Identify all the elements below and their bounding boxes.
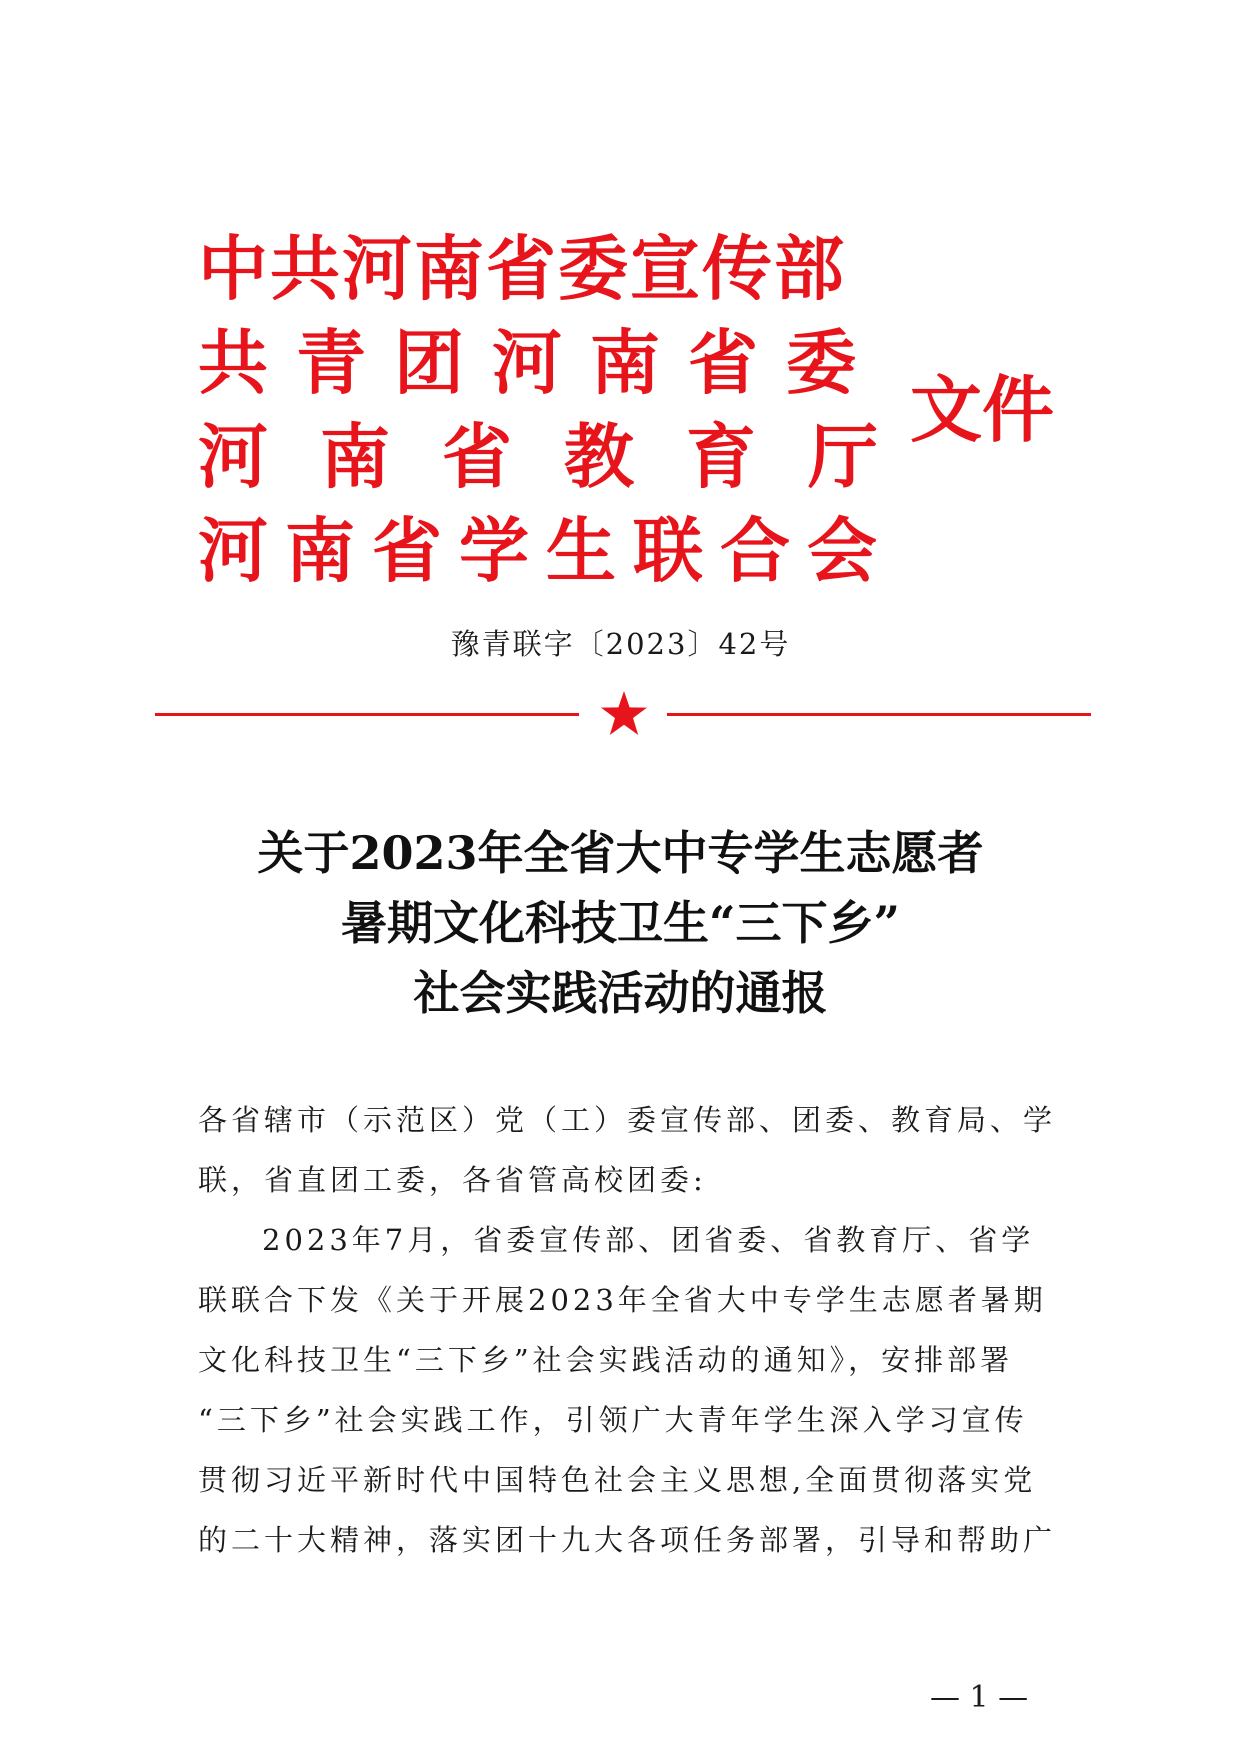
title-line: 关于2023年全省大中专学生志愿者	[257, 826, 984, 880]
separator-line-right	[667, 713, 1091, 716]
body-line: 的二十大精神，落实团十九大各项任务部署，引导和帮助广	[198, 1523, 1057, 1557]
body-line: 2023年7月，省委宣传部、团省委、省教育厅、省学	[262, 1223, 1035, 1257]
document-number: 豫青联字〔2023〕42号	[450, 627, 791, 661]
separator-line-left	[155, 713, 579, 716]
body-line: 各省辖市（示范区）党（工）委宣传部、团委、教育局、学	[198, 1103, 1057, 1137]
title-line: 暑期文化科技卫生“三下乡”	[341, 896, 900, 950]
body-line: “三下乡”社会实践工作，引领广大青年学生深入学习宣传	[198, 1403, 1028, 1437]
document-title	[0, 818, 1241, 1028]
file-label: 文件	[910, 368, 1055, 452]
issuer-block	[198, 222, 930, 598]
body-line: 文化科技卫生“三下乡”社会实践活动的通知》，安排部署	[198, 1343, 1014, 1377]
issuer-line: 河南省教育厅	[198, 416, 930, 498]
issuer-line: 共青团河南省委	[198, 322, 884, 404]
document-body	[198, 1090, 1057, 1570]
body-line: 联联合下发《关于开展2023年全省大中专学生志愿者暑期	[198, 1283, 1047, 1317]
red-star-icon	[600, 690, 648, 736]
title-line: 社会实践活动的通报	[413, 966, 828, 1020]
body-line: 贯彻习近平新时代中国特色社会主义思想,全面贯彻落实党	[198, 1463, 1037, 1497]
issuer-line: 河南省学生联合会	[198, 510, 894, 592]
body-line: 联，省直团工委，各省管高校团委:	[198, 1163, 707, 1197]
issuer-line: 中共河南省委宣传部	[198, 228, 846, 310]
page-number: — 1 —	[930, 1680, 1029, 1715]
